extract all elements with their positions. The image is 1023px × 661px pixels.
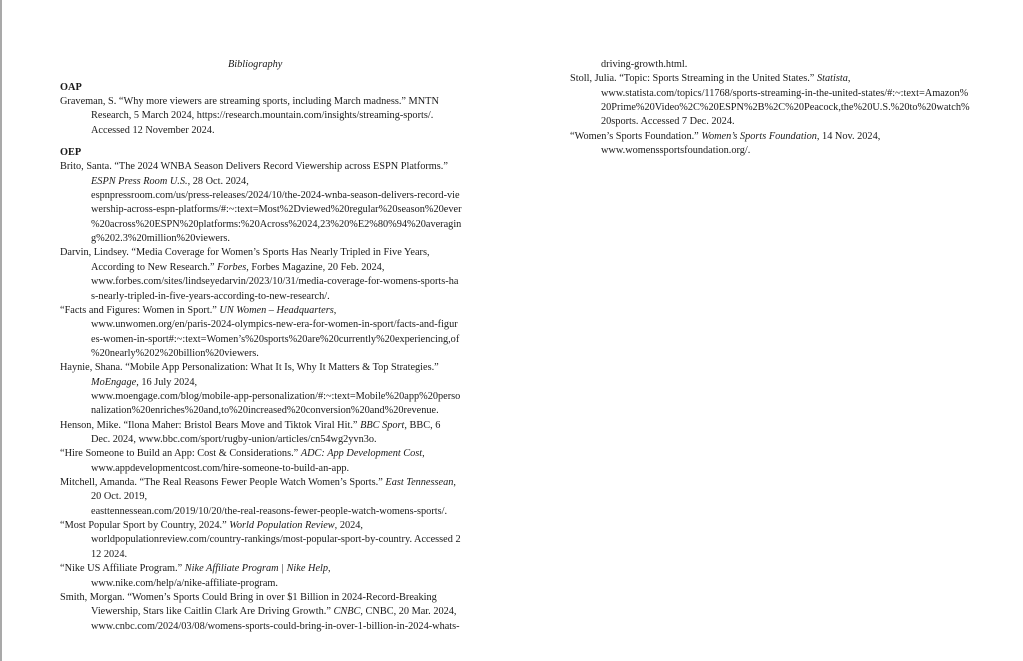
citation-text: , CNBC, 20 Mar. 2024, <box>360 606 457 618</box>
entry-line <box>91 347 259 361</box>
citation-text: %20nearly%202%20billion%20viewers. <box>91 347 259 359</box>
entry-line <box>91 232 230 246</box>
entry-line <box>601 87 968 101</box>
citation-text: Smith, Morgan. “Women’s Sports Could Bring in over $1 Billion in 2024-Record-Breaking <box>60 591 437 603</box>
citation-text: www.unwomen.org/en/paris-2024-olympics-new-era-for-women-in-sport/facts-and-figur <box>91 319 458 331</box>
citation-text: , BBC, 6 <box>404 419 441 431</box>
entry-line <box>91 109 433 123</box>
citation-text: es-women-in-sport#:~:text=Women’s%20sports%20are%20currently%20experiencing,of <box>91 333 460 345</box>
entry-line <box>91 490 147 504</box>
entry-line <box>91 290 330 304</box>
entry-line <box>60 304 336 318</box>
citation-text: Haynie, Shana. “Mobile App Personalization: What It Is, Why It Matters & Top Strategies.” <box>60 362 439 374</box>
citation-text: www.womenssportsfoundation.org/. <box>601 145 751 157</box>
citation-text: www.nike.com/help/a/nike-affiliate-program. <box>91 577 278 589</box>
citation-text: , 2024, <box>334 520 363 532</box>
citation-text: www.appdevelopmentcost.com/hire-someone-to-build-an-app. <box>91 462 350 474</box>
citation-text: “Facts and Figures: Women in Sport.” <box>60 304 220 316</box>
entry-line <box>91 505 447 519</box>
entry-line <box>60 246 430 260</box>
citation-text: www.forbes.com/sites/lindseyedarvin/2023/10/31/media-coverage-for-womens-sports-ha <box>91 276 459 288</box>
source-title: Forbes <box>217 261 247 273</box>
source-title: Nike Affiliate Program | Nike Help <box>184 563 329 575</box>
source-title: MoEngage <box>91 376 137 388</box>
citation-text: www.moengage.com/blog/mobile-app-personalization/#:~:text=Mobile%20app%20perso <box>91 390 461 402</box>
citation-text: , <box>422 448 425 460</box>
entry-line <box>91 333 459 347</box>
source-title: CNBC <box>333 606 361 618</box>
source-title: East Tennessean <box>385 477 454 489</box>
entry-line <box>91 189 460 203</box>
entry-line <box>601 144 750 158</box>
entry-line <box>91 124 215 138</box>
entry-line <box>60 476 456 490</box>
entry-line <box>60 447 425 461</box>
citation-text: s-nearly-tripled-in-five-years-according-to-new-research/. <box>91 290 330 302</box>
entry-line <box>60 160 448 174</box>
citation-text: 20 Oct. 2019, <box>91 491 148 503</box>
citation-text: , 14 Nov. 2024, <box>816 130 881 142</box>
source-title: World Population Review <box>229 520 335 532</box>
citation-text: Brito, Santa. “The 2024 WNBA Season Delivers Record Viewership across ESPN Platforms.” <box>60 161 448 173</box>
entry-line <box>91 620 460 634</box>
citation-text: %20across%20ESPN%20platforms:%20Across%2024,23%20%E2%80%94%20averagin <box>91 218 462 230</box>
citation-text: , 28 Oct. 2024, <box>187 175 249 187</box>
citation-text: , Forbes Magazine, 20 Feb. 2024, <box>246 261 385 273</box>
citation-text: g%202.3%20million%20viewers. <box>91 233 230 245</box>
citation-text: 20Prime%20Video%2C%20ESPN%2B%2C%20Peacock,the%20U.S.%20to%20watch% <box>601 102 970 114</box>
entry-line <box>91 318 458 332</box>
entry-line <box>60 419 440 433</box>
entry-line <box>91 605 457 619</box>
citation-text: nalization%20enriches%20and,to%20increased%20conversion%20and%20revenue. <box>91 405 439 417</box>
entry-line <box>601 115 735 129</box>
entry-line <box>91 175 249 189</box>
source-title: ESPN Press Room U.S. <box>91 175 188 187</box>
citation-text: Research, 5 March 2024, https://research.mountain.com/insights/streaming-sports/. <box>91 110 434 122</box>
citation-text: , <box>333 304 337 316</box>
citation-text: 20sports. Accessed 7 Dec. 2024. <box>601 116 735 128</box>
entry-line <box>91 376 197 390</box>
source-title: UN Women – Headquarters <box>219 304 334 316</box>
entry-line <box>570 72 850 86</box>
entry-line <box>91 433 377 447</box>
entry-line <box>60 591 437 605</box>
citation-text: driving-growth.html. <box>601 59 688 70</box>
citation-text: , <box>847 73 851 85</box>
entry-line <box>91 218 461 232</box>
section-heading: OEP <box>60 147 82 158</box>
citation-text: worldpopulationreview.com/country-rankings/most-popular-sport-by-country. Accessed 2 <box>91 534 461 546</box>
citation-text: espnpressroom.com/us/press-releases/2024/10/the-2024-wnba-season-delivers-record-vie <box>91 190 460 202</box>
source-title: ADC: App Development Cost <box>300 448 423 460</box>
entry-line <box>91 261 384 275</box>
entry-line <box>570 130 880 144</box>
entry-line <box>91 548 127 562</box>
entry-line <box>60 95 439 109</box>
citation-text: Viewership, Stars like Caitlin Clark Are Driving Growth.” <box>91 606 334 618</box>
entry-line <box>91 533 461 547</box>
citation-text: Graveman, S. “Why more viewers are streaming sports, including March madness.” MNTN <box>60 95 439 107</box>
entry-line <box>91 275 458 289</box>
citation-text: According to New Research.” <box>91 261 218 273</box>
citation-text: Stoll, Julia. “Topic: Sports Streaming in the United States.” <box>570 73 817 85</box>
entry-line <box>91 390 460 404</box>
entry-line <box>91 577 278 591</box>
citation-text: “Women’s Sports Foundation.” <box>570 130 702 142</box>
citation-text: wership-across-espn-platforms/#:~:text=Most%2Dviewed%20regular%20season%20ever <box>91 204 462 216</box>
source-title: Statista <box>816 73 848 85</box>
citation-text: , <box>328 563 331 575</box>
citation-text: www.cnbc.com/2024/03/08/womens-sports-could-bring-in-over-1-billion-in-2024-whats- <box>91 620 460 632</box>
citation-text: Henson, Mike. “Ilona Maher: Bristol Bears Move and Tiktok Viral Hit.” <box>60 419 361 431</box>
entry-line <box>60 361 439 375</box>
citation-text: , <box>453 477 456 489</box>
entry-line <box>91 404 439 418</box>
citation-text: Accessed 12 November 2024. <box>91 124 215 136</box>
citation-text: , 16 July 2024, <box>136 376 198 388</box>
citation-text: 12 2024. <box>91 548 128 560</box>
entry-line <box>60 562 331 576</box>
citation-text: Darvin, Lindsey. “Media Coverage for Women’s Sports Has Nearly Tripled in Five Years, <box>60 247 430 259</box>
citation-text: “Hire Someone to Build an App: Cost & Considerations.” <box>60 448 301 460</box>
document-page-left <box>2 0 512 661</box>
bibliography-title: Bibliography <box>228 59 283 70</box>
citation-text: “Most Popular Sport by Country, 2024.” <box>60 520 230 532</box>
citation-text: “Nike US Affiliate Program.” <box>60 563 185 575</box>
entry-line <box>91 203 462 217</box>
source-title: BBC Sport <box>360 419 405 431</box>
entry-line <box>91 462 349 476</box>
citation-text: Mitchell, Amanda. “The Real Reasons Fewer People Watch Women’s Sports.” <box>60 477 386 489</box>
document-page-right <box>512 0 1023 661</box>
citation-text: easttennessean.com/2019/10/20/the-real-reasons-fewer-people-watch-womens-sports/. <box>91 505 448 517</box>
section-heading: OAP <box>60 81 82 93</box>
citation-text: Dec. 2024, www.bbc.com/sport/rugby-union/articles/cn54wg2yvn3o. <box>91 434 377 445</box>
citation-text: www.statista.com/topics/11768/sports-streaming-in-the-united-states/#:~:text=Amazon% <box>601 87 969 99</box>
source-title: Women’s Sports Foundation <box>701 130 817 142</box>
entry-line <box>60 519 363 533</box>
entry-line <box>601 58 687 72</box>
entry-line <box>601 101 970 115</box>
